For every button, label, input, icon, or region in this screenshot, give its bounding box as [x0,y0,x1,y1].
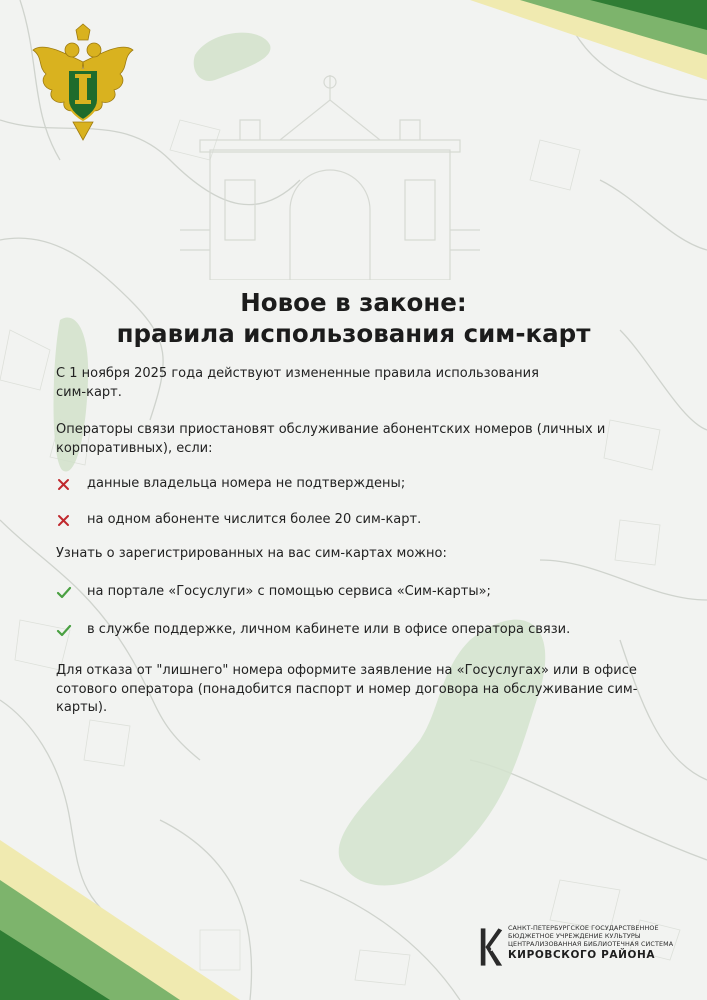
find-out-paragraph: Узнать о зарегистрированных на вас сим-картах можно: [56,546,447,561]
condition-text: на одном абоненте числится более 20 сим-карт. [87,512,422,527]
way-text: на портале «Госуслуги» с помощью сервиса «Сим-карты»; [87,584,491,599]
logo-line-1: САНКТ-ПЕТЕРБУРГСКОЕ ГОСУДАРСТВЕННОЕ [508,924,659,932]
title-line-1: Новое в законе: [240,288,467,317]
operators-paragraph: Операторы связи приостановят обслуживание абонентских номеров (личных и корпоративных), если: [56,422,606,456]
library-logo-icon [478,924,504,970]
way-text: в службе поддержке, личном кабинете или в офисе оператора связи. [87,622,571,637]
checkmark-icon [56,583,72,601]
checkmark-icon [56,621,72,639]
cross-icon [56,511,72,529]
triumphal-arch-illustration [180,70,480,280]
cross-icon [56,475,72,493]
logo-line-4: КИРОВСКОГО РАЙОНА [508,949,656,961]
refusal-paragraph: Для отказа от "лишнего" номера оформите заявление на «Госуслугах» или в офисе сотового оператора (понадобится паспорт и номер договора на обслуживание сим-карты). [56,663,638,715]
eagle-emblem [28,22,138,152]
intro-paragraph: С 1 ноября 2025 года действуют измененные правила использования сим-карт. [56,366,539,400]
logo-line-2: БЮДЖЕТНОЕ УЧРЕЖДЕНИЕ КУЛЬТУРЫ [508,932,641,940]
logo-line-3: ЦЕНТРАЛИЗОВАННАЯ БИБЛИОТЕЧНАЯ СИСТЕМА [508,940,674,948]
condition-text: данные владельца номера не подтверждены; [87,476,406,491]
document-title [0,287,707,349]
title-line-2: правила использования сим-карт [116,319,591,348]
library-logo [478,922,688,974]
